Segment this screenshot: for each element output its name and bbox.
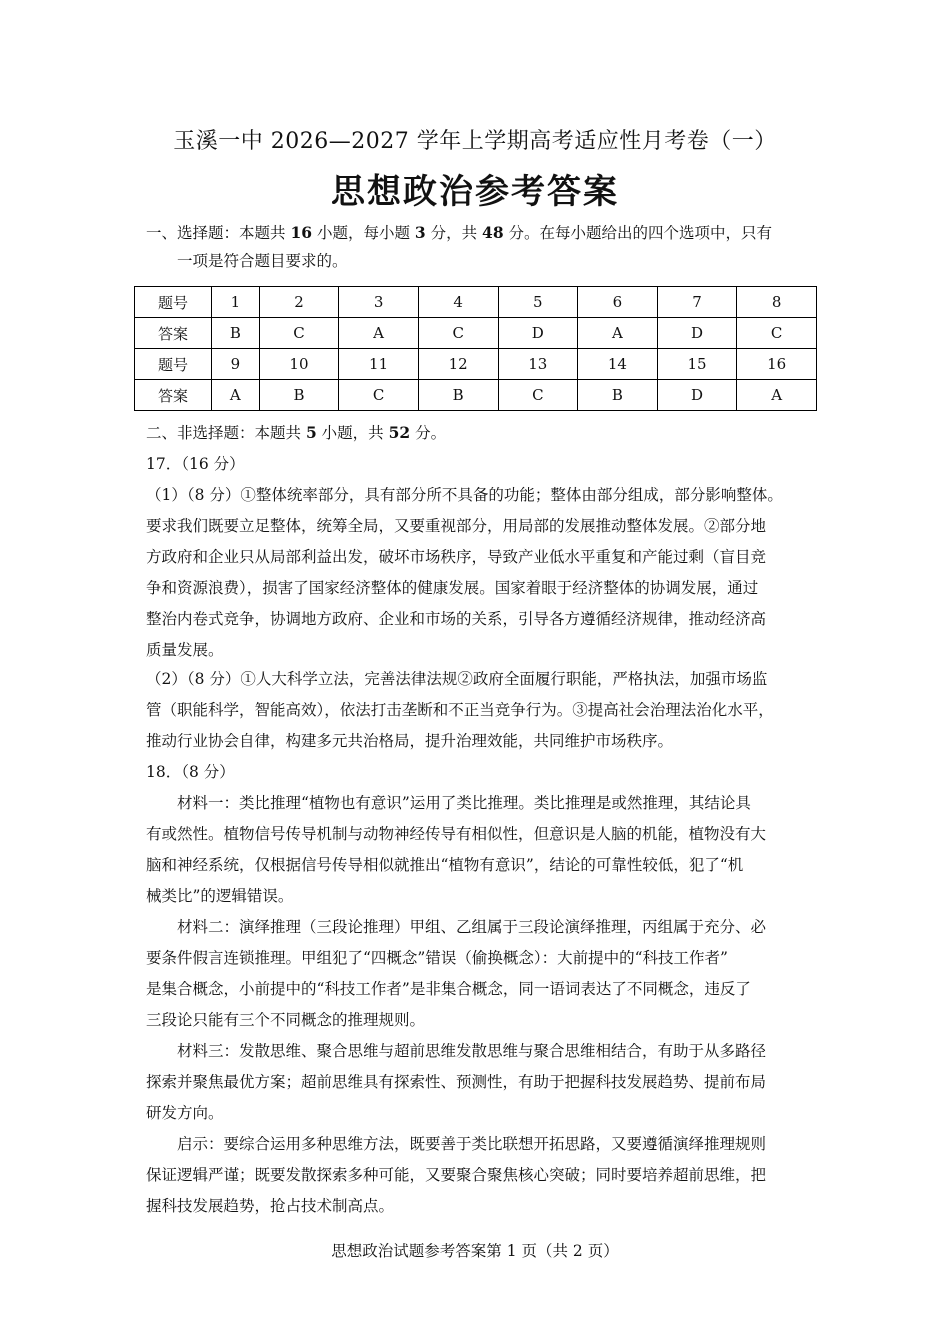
section1-text-a: 一、选择题：本题共 [146, 224, 291, 242]
table-cell: B [578, 380, 658, 411]
table-cell: C [498, 380, 578, 411]
page-footer: 思想政治试题参考答案第 1 页（共 2 页） [331, 1242, 619, 1260]
section2-instructions [146, 421, 446, 443]
section2-text-c: 分。 [410, 424, 447, 442]
text-line: 探索并聚焦最优方案；超前思维具有探索性、预测性，有助于把握科技发展趋势、提前布局 [146, 1073, 767, 1091]
section1-text-b: 小题，每小题 [312, 224, 415, 242]
q18-heading: 18．（8 分） [146, 763, 235, 781]
section1-instructions [146, 219, 836, 275]
table-cell: 7 [657, 287, 737, 318]
text-line: 材料二：演绎推理（三段论推理）甲组、乙组属于三段论演绎推理，丙组属于充分、必 [177, 918, 767, 936]
text-line: 争和资源浪费），损害了国家经济整体的健康发展。国家着眼于经济整体的协调发展，通过 [146, 579, 759, 597]
table-row-header: 题号 [135, 349, 212, 380]
text-line: 三段论只能有三个不同概念的推理规则。 [146, 1011, 426, 1029]
text-line: 脑和神经系统，仅根据信号传导相似就推出“植物有意识”，结论的可靠性较低，犯了“机 [146, 856, 744, 874]
table-row [135, 349, 817, 380]
table-row [135, 380, 817, 411]
section1-text-line2: 一项是符合题目要求的。 [177, 252, 348, 270]
table-cell: 16 [737, 349, 817, 380]
q18-material3 [146, 1036, 836, 1129]
table-cell: 14 [578, 349, 658, 380]
text-line: 握科技发展趋势，抢占技术制高点。 [146, 1197, 395, 1215]
table-cell: A [737, 380, 817, 411]
section1-text-d: 分。在每小题给出的四个选项中，只有 [503, 224, 773, 242]
table-cell: C [339, 380, 419, 411]
table-cell: 2 [259, 287, 339, 318]
table-cell: A [339, 318, 419, 349]
text-line: 是集合概念，小前提中的“科技工作者”是非集合概念，同一语词表达了不同概念，违反了 [146, 980, 751, 998]
text-line: 质量发展。 [146, 641, 224, 659]
table-cell: 11 [339, 349, 419, 380]
table-cell: 10 [259, 349, 339, 380]
text-line: 要条件假言连锁推理。甲组犯了“四概念”错误（偷换概念）：大前提中的“科技工作者” [146, 949, 728, 967]
q18-material2 [146, 912, 836, 1036]
text-line: （1）（8 分）①整体统率部分，具有部分所不具备的功能；整体由部分组成，部分影响整体。 [146, 486, 783, 504]
table-cell: C [737, 318, 817, 349]
section2-text-b: 小题，共 [316, 424, 389, 442]
q18-insight [146, 1129, 836, 1222]
exam-title: 玉溪一中 2026—2027 学年上学期高考适应性月考卷（一） [173, 129, 777, 154]
table-row [135, 318, 817, 349]
section2-text-a: 二、非选择题：本题共 [146, 424, 306, 442]
table-cell: 5 [498, 287, 578, 318]
table-cell: D [657, 380, 737, 411]
table-cell: 3 [339, 287, 419, 318]
text-line: 研发方向。 [146, 1104, 224, 1122]
table-cell: D [657, 318, 737, 349]
answer-table [134, 286, 817, 411]
section1-total: 48 [482, 223, 504, 242]
text-line: 材料一：类比推理“植物也有意识”运用了类比推理。类比推理是或然推理，其结论具 [177, 794, 751, 812]
table-cell: B [259, 380, 339, 411]
answer-subtitle: 思想政治参考答案 [331, 172, 619, 212]
table-cell: 13 [498, 349, 578, 380]
text-line: 推动行业协会自律，构建多元共治格局，提升治理效能，共同维护市场秩序。 [146, 732, 674, 750]
table-cell: 12 [418, 349, 498, 380]
text-line: 启示：要综合运用多种思维方法，既要善于类比联想开拓思路，又要遵循演绎推理规则 [177, 1135, 767, 1153]
text-line: 械类比”的逻辑错误。 [146, 887, 294, 905]
text-line: 方政府和企业只从局部利益出发，破坏市场秩序，导致产业低水平重复和产能过剩（盲目竞 [146, 548, 767, 566]
text-line: （2）（8 分）①人大科学立法，完善法律法规②政府全面履行职能，严格执法，加强市场监 [146, 670, 768, 688]
text-line: 有或然性。植物信号传导机制与动物神经传导有相似性，但意识是人脑的机能，植物没有大 [146, 825, 767, 843]
table-cell: C [259, 318, 339, 349]
table-cell: 1 [212, 287, 260, 318]
text-line: 材料三：发散思维、聚合思维与超前思维发散思维与聚合思维相结合，有助于从多路径 [177, 1042, 767, 1060]
table-cell: D [498, 318, 578, 349]
table-cell: 8 [737, 287, 817, 318]
table-cell: A [578, 318, 658, 349]
table-cell: B [212, 318, 260, 349]
section2-count: 5 [305, 423, 317, 442]
text-line: 管（职能科学，智能高效），依法打击垄断和不正当竞争行为。③提高社会治理法治化水平， [146, 701, 774, 719]
table-row-header: 题号 [135, 287, 212, 318]
table-row-header: 答案 [135, 380, 212, 411]
table-cell: B [418, 380, 498, 411]
q17-part1 [146, 480, 836, 666]
q18-material1 [146, 788, 836, 912]
text-line: 整治内卷式竞争，协调地方政府、企业和市场的关系，引导各方遵循经济规律，推动经济高 [146, 610, 767, 628]
section1-count: 16 [290, 223, 313, 242]
text-line: 保证逻辑严谨；既要发散探索多种可能，又要聚合聚焦核心突破；同时要培养超前思维，把 [146, 1166, 767, 1184]
section1-text-c: 分，共 [425, 224, 483, 242]
table-cell: 6 [578, 287, 658, 318]
section2-total: 52 [388, 423, 411, 442]
table-cell: C [418, 318, 498, 349]
table-cell: 4 [418, 287, 498, 318]
text-line: 要求我们既要立足整体，统筹全局，又要重视部分，用局部的发展推动整体发展。②部分地 [146, 517, 767, 535]
table-cell: 15 [657, 349, 737, 380]
table-cell: A [212, 380, 260, 411]
question-18 [146, 757, 836, 1222]
section1-per: 3 [414, 223, 426, 242]
table-cell: 9 [212, 349, 260, 380]
table-row [135, 287, 817, 318]
question-17 [146, 449, 836, 666]
q17-part2-block [146, 664, 836, 757]
q17-part2 [146, 664, 836, 757]
q17-heading: 17．（16 分） [146, 455, 245, 473]
table-row-header: 答案 [135, 318, 212, 349]
